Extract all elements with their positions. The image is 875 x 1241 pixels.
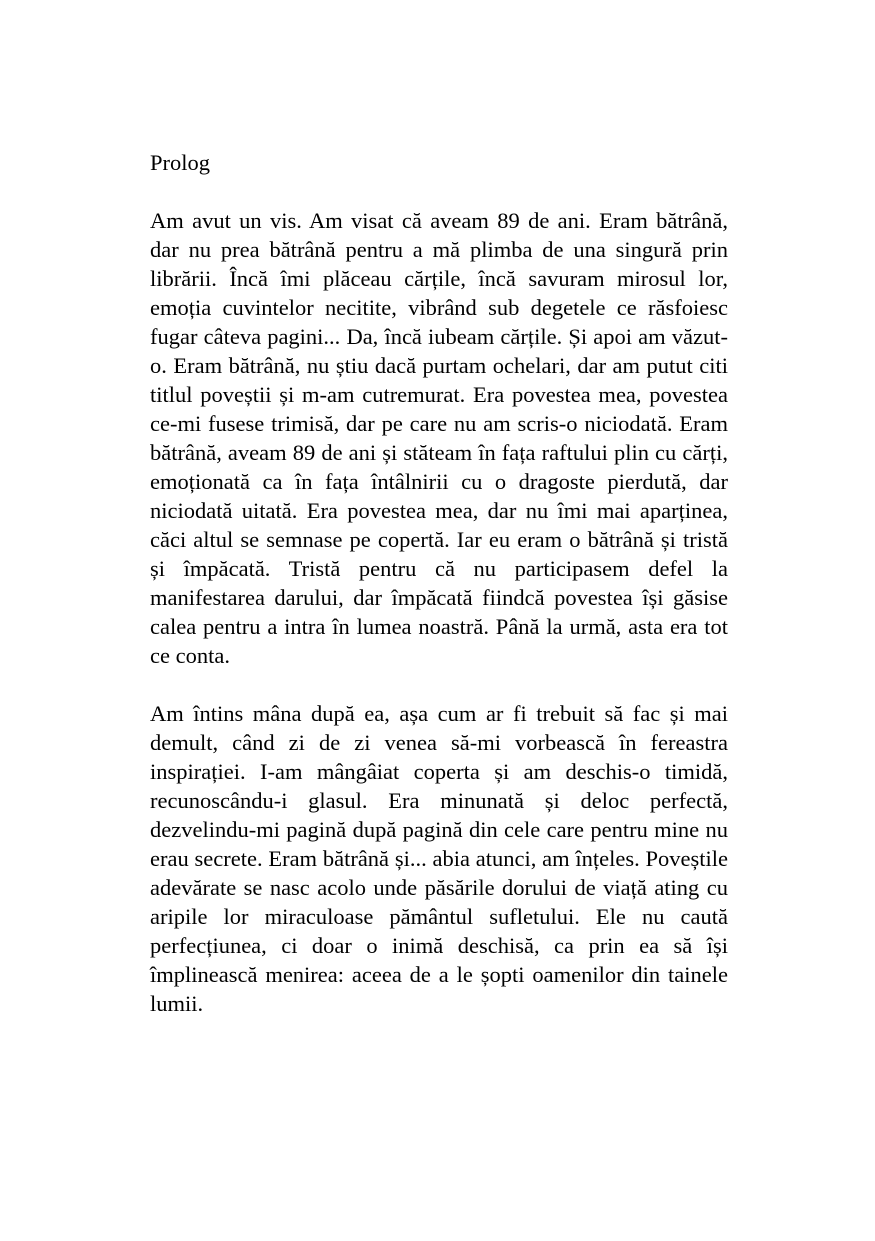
chapter-title: Prolog: [150, 150, 211, 175]
paragraph-2: Am întins mâna după ea, așa cum ar fi trebuit să fac și mai demult, când zi de zi venea să-mi vorbească în fereastra inspirației. I-am mângâiat coperta și am deschis-o timidă, recunoscându-i glasul. Era minunată și deloc perfectă, dezvelindu-mi pagină după pagină din cele care pentru mine nu erau secrete. Eram bătrână și... abia atunci, am înțeles. Poveștile adevărate se nasc acolo unde păsările dorului de viață ating cu aripile lor miraculoase pământul sufletului. Ele nu caută perfecțiunea, ci doar o inimă deschisă, ca prin ea să își împlinească menirea: aceea de a le șopti oamenilor din tainele lumii.: [150, 701, 728, 1016]
paragraph-1: Am avut un vis. Am visat că aveam 89 de ani. Eram bătrână, dar nu prea bătrână pentru a mă plimba de una singură prin librării. Încă îmi plăceau cărțile, încă savuram mirosul lor, emoția cuvintelor necitite, vibrând sub degetele ce răsfoiesc fugar câteva pagini... Da, încă iubeam cărțile. Și apoi am văzut-o. Eram bătrână, nu știu dacă purtam ochelari, dar am putut citi titlul poveștii și m-am cutremurat. Era povestea mea, povestea ce-mi fusese trimisă, dar pe care nu am scris-o niciodată. Eram bătrână, aveam 89 de ani și stăteam în fața raftului plin cu cărți, emoționată ca în fața întâlnirii cu o dragoste pierdută, dar niciodată uitată. Era povestea mea, dar nu îmi mai aparținea, căci altul se semnase pe copertă. Iar eu eram o bătrână și tristă și împăcată. Tristă pentru că nu participasem defel la manifestarea darului, dar împăcată fiindcă povestea își găsise calea pentru a intra în lumea noastră. Până la urmă, asta era tot ce conta.: [150, 208, 728, 668]
text-block: [150, 148, 728, 1018]
